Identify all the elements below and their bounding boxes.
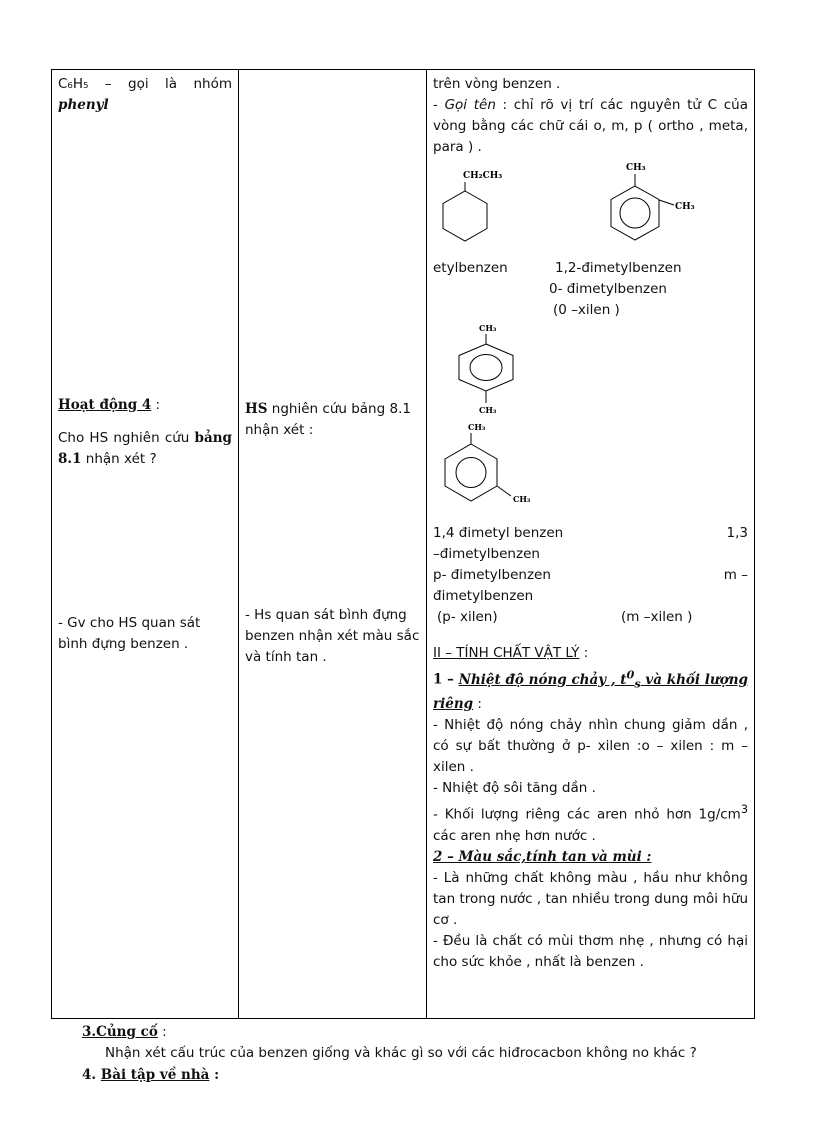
names-row-5	[433, 565, 748, 586]
bullet-density-post: các aren nhẹ hơn nước .	[433, 827, 596, 844]
methyl-label-para-bottom: CH₃	[479, 405, 497, 415]
subsection-1-title-b: và khối lượng riêng	[433, 671, 748, 713]
homework-number: 4.	[82, 1067, 101, 1083]
section-2-colon: :	[579, 645, 589, 661]
hs-label: HS	[245, 401, 268, 417]
consolidate-section	[82, 1022, 782, 1042]
section-2-heading	[433, 643, 748, 664]
name-m-xylene: (m –xilen )	[621, 609, 693, 625]
ethyl-label: CH₂CH₃	[463, 171, 503, 181]
hs-observe: - Hs quan sát bình đựng benzen nhận xét màu sắc và tính tan .	[245, 607, 420, 665]
activity-text: Cho HS nghiên cứu	[58, 430, 190, 446]
bullet-density	[433, 799, 748, 847]
subsection-1-sub: s	[634, 676, 641, 691]
bullet-color: - Là những chất không màu , hầu như không tan trong nước , tan nhiều trong dung môi hữu cơ .	[433, 869, 748, 928]
names-row-3	[433, 300, 748, 321]
homework-colon: :	[209, 1067, 220, 1083]
subsection-1-colon: :	[473, 696, 482, 713]
name-m-part: m –	[723, 567, 748, 583]
names-row-6	[433, 607, 748, 628]
naming-text: : chỉ rõ vị trí các nguyên tử C của vòng bằng các chữ cái o, m, p ( ortho , meta, para ) .	[433, 97, 748, 155]
ring-line: trên vòng benzen .	[433, 76, 561, 92]
consolidate-title: 3.Củng cố	[82, 1024, 158, 1040]
activity-heading	[58, 395, 232, 416]
name-14-dimethylbenzene: 1,4 đimetyl benzen	[433, 525, 564, 541]
ethylbenzene-structure	[443, 171, 502, 241]
naming-term: Gọi tên	[444, 97, 496, 113]
activity-text-post: nhận xét ?	[81, 451, 157, 467]
homework-section	[82, 1065, 782, 1085]
subsection-1-sup: 0	[626, 667, 635, 681]
subsection-1-title-a: Nhiệt độ nóng chảy , t	[458, 671, 627, 688]
consolidate-colon: :	[157, 1024, 167, 1040]
bullet-melting: - Nhiệt độ nóng chảy nhìn chung giảm dần , có sự bất thường ở p- xilen :o – xilen : m – xilen .	[433, 717, 748, 776]
lesson-table	[51, 69, 755, 1019]
structures-row-1	[433, 158, 738, 258]
p-xylene-structure	[459, 323, 513, 415]
subsection-1-heading	[433, 664, 748, 715]
consolidate-question: Nhận xét cấu trúc của benzen giống và khác gì so với các hiđrocacbon không no khác ?	[105, 1045, 697, 1061]
o-xylene-structure	[611, 163, 695, 240]
phenyl-word: phenyl	[58, 97, 109, 113]
name-o-xylene: (0 –xilen )	[553, 302, 620, 318]
phenyl-note	[58, 74, 232, 116]
activity-title: Hoạt động 4	[58, 397, 152, 413]
section-2-title: II – TÍNH CHẤT VẬT LÝ	[433, 645, 580, 661]
name-p-xylene: (p- xilen)	[437, 609, 498, 625]
homework-title: Bài tập về nhà	[100, 1067, 210, 1083]
name-ethylbenzene: etylbenzen	[433, 260, 508, 276]
bullet-odor: - Đều là chất có mùi thơm nhẹ , nhưng có hại cho sức khỏe , nhất là benzen .	[433, 932, 748, 970]
table-ref: bảng 8.1	[58, 430, 232, 467]
name-13-wrap: 1,3	[726, 525, 748, 541]
hs-text: nghiên cứu bảng 8.1 nhận xét :	[245, 401, 411, 438]
teacher-column	[52, 70, 239, 1019]
names-row-1	[433, 258, 748, 279]
methyl-label-meta-top: CH₃	[468, 422, 486, 432]
hs-note	[245, 399, 420, 441]
subsection-1-number: 1 –	[433, 671, 459, 688]
content-column	[427, 70, 755, 1019]
methyl-label-side: CH₃	[675, 202, 695, 212]
structures-row-2	[433, 321, 738, 523]
bullet-boiling: - Nhiệt độ sôi tăng dần .	[433, 780, 596, 797]
table-row	[52, 70, 755, 1019]
activity-colon: :	[151, 397, 161, 413]
activity-instruction	[58, 428, 232, 470]
methyl-label-top: CH₃	[626, 163, 646, 173]
bullet-density-sup: 3	[740, 803, 748, 817]
methyl-label-para-top: CH₃	[479, 323, 497, 333]
names-row-4	[433, 523, 748, 544]
subsection-2-title: 2 – Màu sắc,tính tan và mùi :	[433, 848, 652, 865]
m-xylene-structure	[445, 422, 531, 504]
name-12-dimethylbenzene: 1,2-đimetylbenzen	[555, 260, 682, 276]
student-column	[239, 70, 427, 1019]
naming-dash: -	[433, 97, 445, 113]
name-13-continued: –đimetylbenzen	[433, 546, 540, 562]
names-row-2	[433, 279, 748, 300]
name-o-dimethylbenzene: 0- đimetylbenzen	[549, 281, 667, 297]
phenyl-note-text: C₆H₅ – gọi là nhóm	[58, 76, 232, 92]
methyl-label-meta-side: CH₃	[513, 494, 531, 504]
gv-instruction: - Gv cho HS quan sát bình đựng benzen .	[58, 615, 201, 652]
bullet-density-pre: - Khối lượng riêng các aren nhỏ hơn 1g/cm	[433, 806, 741, 823]
naming-rule	[433, 95, 748, 158]
name-p-dimethylbenzene: p- đimetylbenzen	[433, 567, 551, 583]
name-m-continued: đimetylbenzen	[433, 588, 534, 604]
